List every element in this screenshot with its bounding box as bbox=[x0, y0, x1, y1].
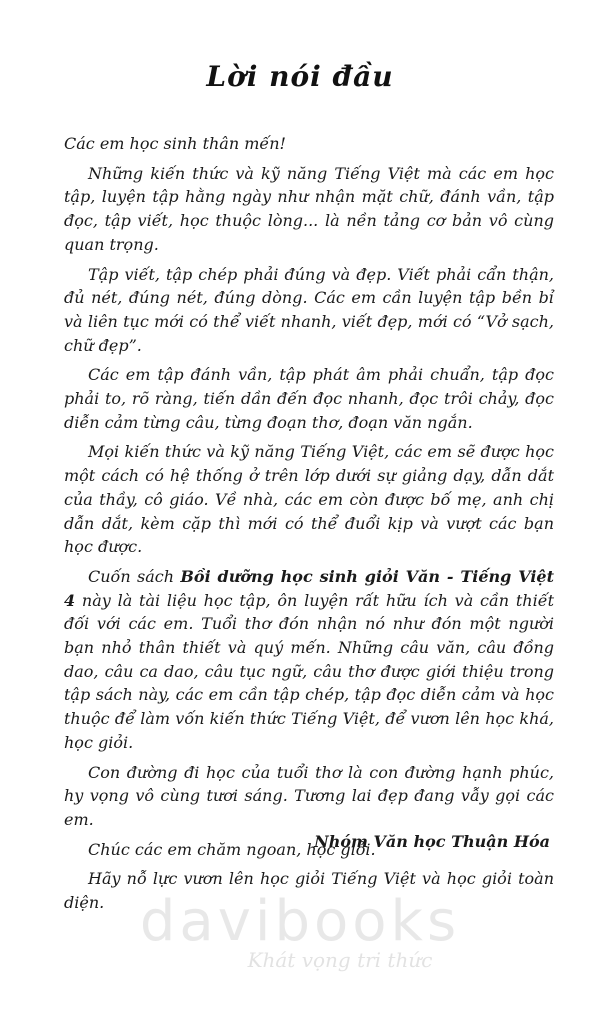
paragraph-8: Hãy nỗ lực vươn lên học giỏi Tiếng Việt và học giỏi toàn diện. bbox=[64, 869, 554, 913]
watermark-brand: davibooks bbox=[139, 889, 461, 954]
greeting: Các em học sinh thân mến! bbox=[64, 134, 286, 153]
paragraph-4: Mọi kiến thức và kỹ năng Tiếng Việt, các em sẽ được học một cách có hệ thống ở trên lớp dưới sự giảng dạy, dẫn dắt của thầy, cô giáo. Về nhà, các em còn được bố mẹ, anh chị dẫn dắt, kèm cặp thì mới có thể đuổi kịp và vượt các bạn học được. bbox=[64, 442, 554, 557]
author-signature: Nhóm Văn học Thuận Hóa bbox=[314, 832, 550, 851]
page-title: Lời nói đầu bbox=[206, 60, 394, 93]
paragraph-7: Chúc các em chăm ngoan, học giỏi. bbox=[88, 839, 376, 859]
paragraph-2: Tập viết, tập chép phải đúng và đẹp. Viết phải cẩn thận, đủ nét, đúng nét, đúng dòng. Các em cần luyện tập bền bỉ và liên tục mới có thể viết nhanh, viết đẹp, mới có “Vở sạch, chữ đẹp”. bbox=[64, 264, 554, 355]
paragraph-5-rest: này là tài liệu học tập, ôn luyện rất hữu ích và cần thiết đối với các em. Tuổi thơ đón nhận nó như đón một người bạn nhỏ thân thiết và quý mến. Những câu văn, câu đồng dao, câu ca dao, câu tục ngữ, câu thơ được giới thiệu trong tập sách này, các em cần tập chép, tập đọc diễn cảm và học thuộc để làm vốn kiến thức Tiếng Việt, để vươn lên học khá, học giỏi. bbox=[64, 590, 554, 752]
paragraph-3: Các em tập đánh vần, tập phát âm phải chuẩn, tập đọc phải to, rõ ràng, tiến dần đến đọc nhanh, đọc trôi chảy, đọc diễn cảm từng câu, từng đoạn thơ, đoạn văn ngắn. bbox=[64, 365, 554, 432]
watermark-tagline: Khát vọng tri thức bbox=[247, 948, 433, 972]
paragraph-5 bbox=[64, 565, 554, 755]
preface-body bbox=[64, 132, 554, 921]
paragraph-5-lead: Cuốn sách bbox=[88, 566, 181, 586]
book-title: Bồi dưỡng học sinh giỏi Văn - Tiếng Việt 4 bbox=[64, 566, 554, 610]
paragraph-6: Con đường đi học của tuổi thơ là con đường hạnh phúc, hy vọng vô cùng tươi sáng. Tương lai đẹp đang vẫy gọi các em. bbox=[64, 762, 554, 829]
paragraph-1: Những kiến thức và kỹ năng Tiếng Việt mà các em học tập, luyện tập hằng ngày như nhận mặt chữ, đánh vần, tập đọc, tập viết, học thuộc lòng... là nền tảng cơ bản vô cùng quan trọng. bbox=[64, 163, 554, 254]
